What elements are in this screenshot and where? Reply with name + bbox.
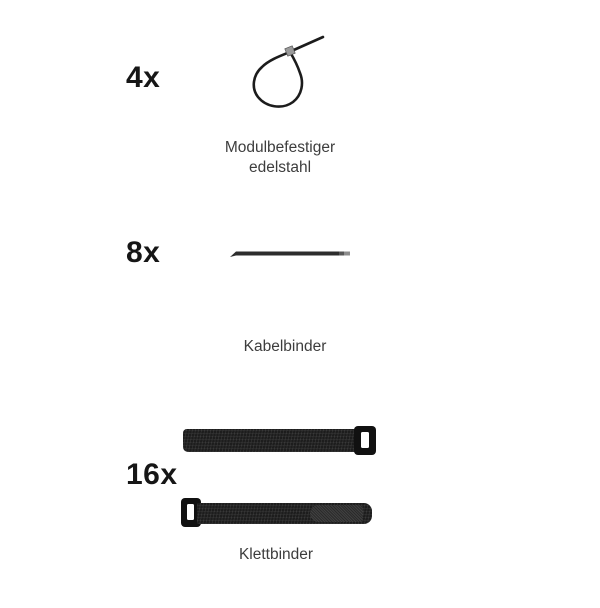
cable-tie-body xyxy=(230,252,344,258)
buckle-slot xyxy=(361,432,369,448)
caption-line: edelstahl xyxy=(248,159,312,176)
cable-tie-neck xyxy=(339,252,344,256)
buckle-slot xyxy=(187,504,194,520)
velcro-hook-patch xyxy=(310,505,363,522)
quantity-label-modulbefestiger: 4x xyxy=(126,61,161,94)
velcro-strap-top xyxy=(183,429,357,452)
caption-line: Kabelbinder xyxy=(243,338,327,355)
cable-tie-straight-icon xyxy=(227,246,353,260)
cable-tie-head xyxy=(344,252,350,256)
caption-line: Modulbefestiger xyxy=(224,139,336,156)
quantity-label-klettbinder: 16x xyxy=(126,458,178,491)
strap-buckle-right xyxy=(354,426,376,455)
cable-tie-loop-icon xyxy=(235,30,330,115)
cable-tie-loop-strap xyxy=(254,52,302,107)
caption-line: Klettbinder xyxy=(238,546,314,563)
part-caption-klettbinder xyxy=(166,545,386,565)
part-caption-kabelbinder xyxy=(175,337,395,357)
part-caption-modulbefestiger xyxy=(170,138,390,178)
quantity-label-kabelbinder: 8x xyxy=(126,236,161,269)
velcro-straps-icon xyxy=(180,424,380,530)
